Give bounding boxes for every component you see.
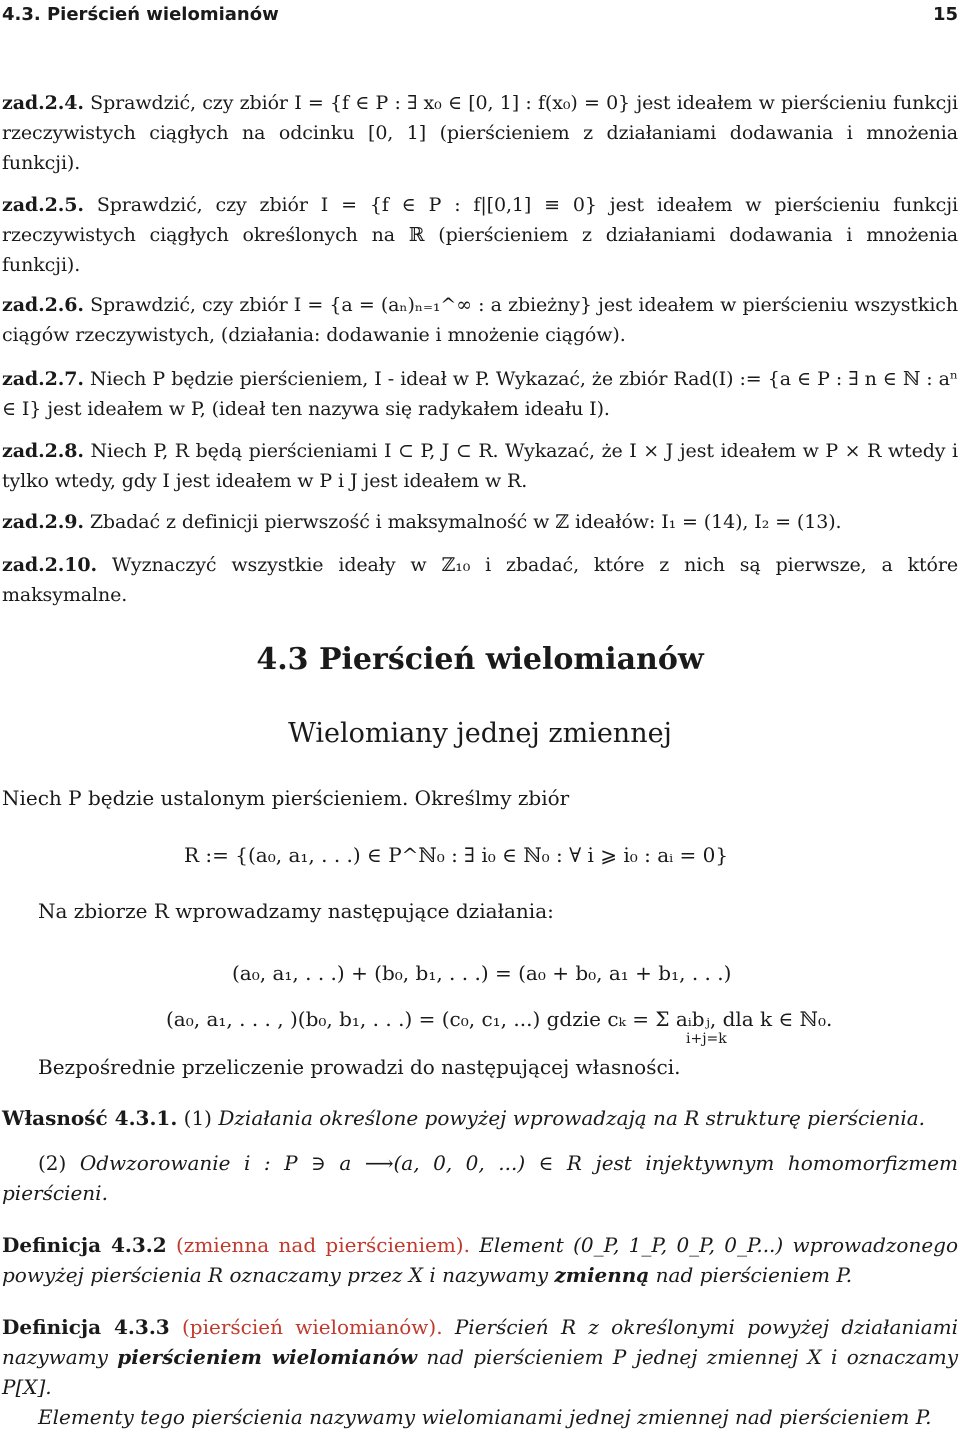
property-item2: Odwzorowanie i : P ∋ a ⟶(a, 0, 0, ...) ∈ R jest injektywnym homomorfizmem pierścieni. (2, 1151, 959, 1205)
page-number: 15 (932, 4, 958, 25)
exercise-label: zad.2.7. (2, 368, 84, 390)
property-item2-num: (2) (38, 1151, 67, 1175)
exercise-text: Niech P będzie pierścieniem, I - ideał w P. Wykazać, że zbiór Rad(I) := {a ∈ P : ∃ n ∈ ℕ : aⁿ ∈ I} jest ideałem w P, (ideał ten nazywa się radykałem ideału I). (2, 368, 958, 420)
definition-text-end: nad pierścieniem P jednej zmiennej X i oznaczamy P[X]. (2, 1345, 959, 1399)
exercise-text: Sprawdzić, czy zbiór I = {f ∈ P : f|[0,1] ≡ 0} jest ideałem w pierścieniu funkcji rzeczywistych ciągłych określonych na ℝ (pierścieniem z działaniami dodawania i mnożenia funkcji). (2, 194, 958, 276)
property-item1: Działania określone powyżej wprowadzają na R strukturę pierścienia. (218, 1106, 926, 1130)
exercise-2-8 (2, 436, 958, 496)
property-label: Własność 4.3.1. (2, 1106, 178, 1130)
definition-label: Definicja 4.3.3 (2, 1315, 170, 1339)
section-subtitle: Wielomiany jednej zmiennej (288, 718, 672, 749)
definition-text: Element (0_P, 1_P, 0_P, 0_P...) wprowadzonego powyżej pierścienia R oznaczamy przez X i nazywamy (2, 1233, 959, 1287)
equation-multiplication: (a₀, a₁, . . . , )(b₀, b₁, . . .) = (c₀, c₁, ...) gdzie cₖ = Σ aᵢbⱼ, dla k ∈ ℕ₀. (166, 1007, 833, 1031)
definition-4-3-2 (2, 1230, 958, 1290)
exercise-label: zad.2.10. (2, 554, 97, 576)
sum-index: i+j=k (686, 1031, 727, 1047)
exercise-text: Zbadać z definicji pierwszość i maksymalność w ℤ ideałów: I₁ = (14), I₂ = (13). (89, 511, 842, 533)
definition-4-3-3-continued: Elementy tego pierścienia nazywamy wielomianami jednej zmiennej nad pierścieniem P. (38, 1405, 932, 1429)
exercise-text: Sprawdzić, czy zbiór I = {a = (aₙ)ₙ₌₁^∞ : a zbieżny} jest ideałem w pierścieniu wszystkich ciągów rzeczywistych, (działania: dodawanie i mnożenie ciągów). (2, 294, 958, 346)
exercise-2-9 (2, 507, 958, 537)
exercise-label: zad.2.8. (2, 440, 84, 462)
definition-term: pierścieniem wielomianów (117, 1345, 418, 1369)
exercise-label: zad.2.4. (2, 92, 84, 114)
definition-4-3-3 (2, 1312, 958, 1402)
equation-addition: (a₀, a₁, . . .) + (b₀, b₁, . . .) = (a₀ + b₀, a₁ + b₁, . . .) (232, 961, 732, 985)
definition-label: Definicja 4.3.2 (2, 1233, 167, 1257)
exercise-label: zad.2.5. (2, 194, 84, 216)
exercise-label: zad.2.6. (2, 294, 84, 316)
exercise-2-6 (2, 290, 958, 350)
exercise-text: Sprawdzić, czy zbiór I = {f ∈ P : ∃ x₀ ∈ [0, 1] : f(x₀) = 0} jest ideałem w pierścieniu funkcji rzeczywistych ciągłych na odcinku [0, 1] (pierścieniem z działaniami dodawania i mnożenia funkcji). (2, 92, 958, 174)
property-item2-para (2, 1148, 958, 1208)
operations-intro: Na zbiorze R wprowadzamy następujące działania: (38, 899, 554, 923)
property-item1-num: (1) (183, 1106, 212, 1130)
definition-name: (pierścień wielomianów). (182, 1315, 443, 1339)
exercise-2-4 (2, 88, 958, 178)
direct-calc-text: Bezpośrednie przeliczenie prowadzi do następującej własności. (38, 1055, 681, 1079)
exercise-label: zad.2.9. (2, 511, 84, 533)
definition-name: (zmienna nad pierścieniem). (176, 1233, 470, 1257)
definition-text-end: nad pierścieniem P. (655, 1263, 853, 1287)
running-title: 4.3. Pierścień wielomianów (2, 4, 279, 25)
intro-text: Niech P będzie ustalonym pierścieniem. Określmy zbiór (2, 786, 570, 810)
page-header (0, 0, 960, 24)
property-4-3-1 (2, 1103, 958, 1133)
exercise-text: Niech P, R będą pierścieniami I ⊂ P, J ⊂ R. Wykazać, że I × J jest ideałem w P × R wtedy i tylko wtedy, gdy I jest ideałem w P i J jest ideałem w R. (2, 440, 958, 492)
exercise-2-5 (2, 190, 958, 280)
definition-text: Pierścień R z określonymi powyżej działaniami nazywamy (2, 1315, 958, 1369)
exercise-2-10 (2, 550, 958, 610)
exercise-text: Wyznaczyć wszystkie ideały w ℤ₁₀ i zbadać, które z nich są pierwsze, a które maksymalne. (2, 554, 958, 606)
section-title: 4.3 Pierścień wielomianów (256, 642, 704, 677)
equation-set-R: R := {(a₀, a₁, . . .) ∈ P^ℕ₀ : ∃ i₀ ∈ ℕ₀ : ∀ i ⩾ i₀ : aᵢ = 0} (184, 843, 729, 867)
definition-term: zmienną (554, 1263, 650, 1287)
exercise-2-7 (2, 364, 958, 424)
